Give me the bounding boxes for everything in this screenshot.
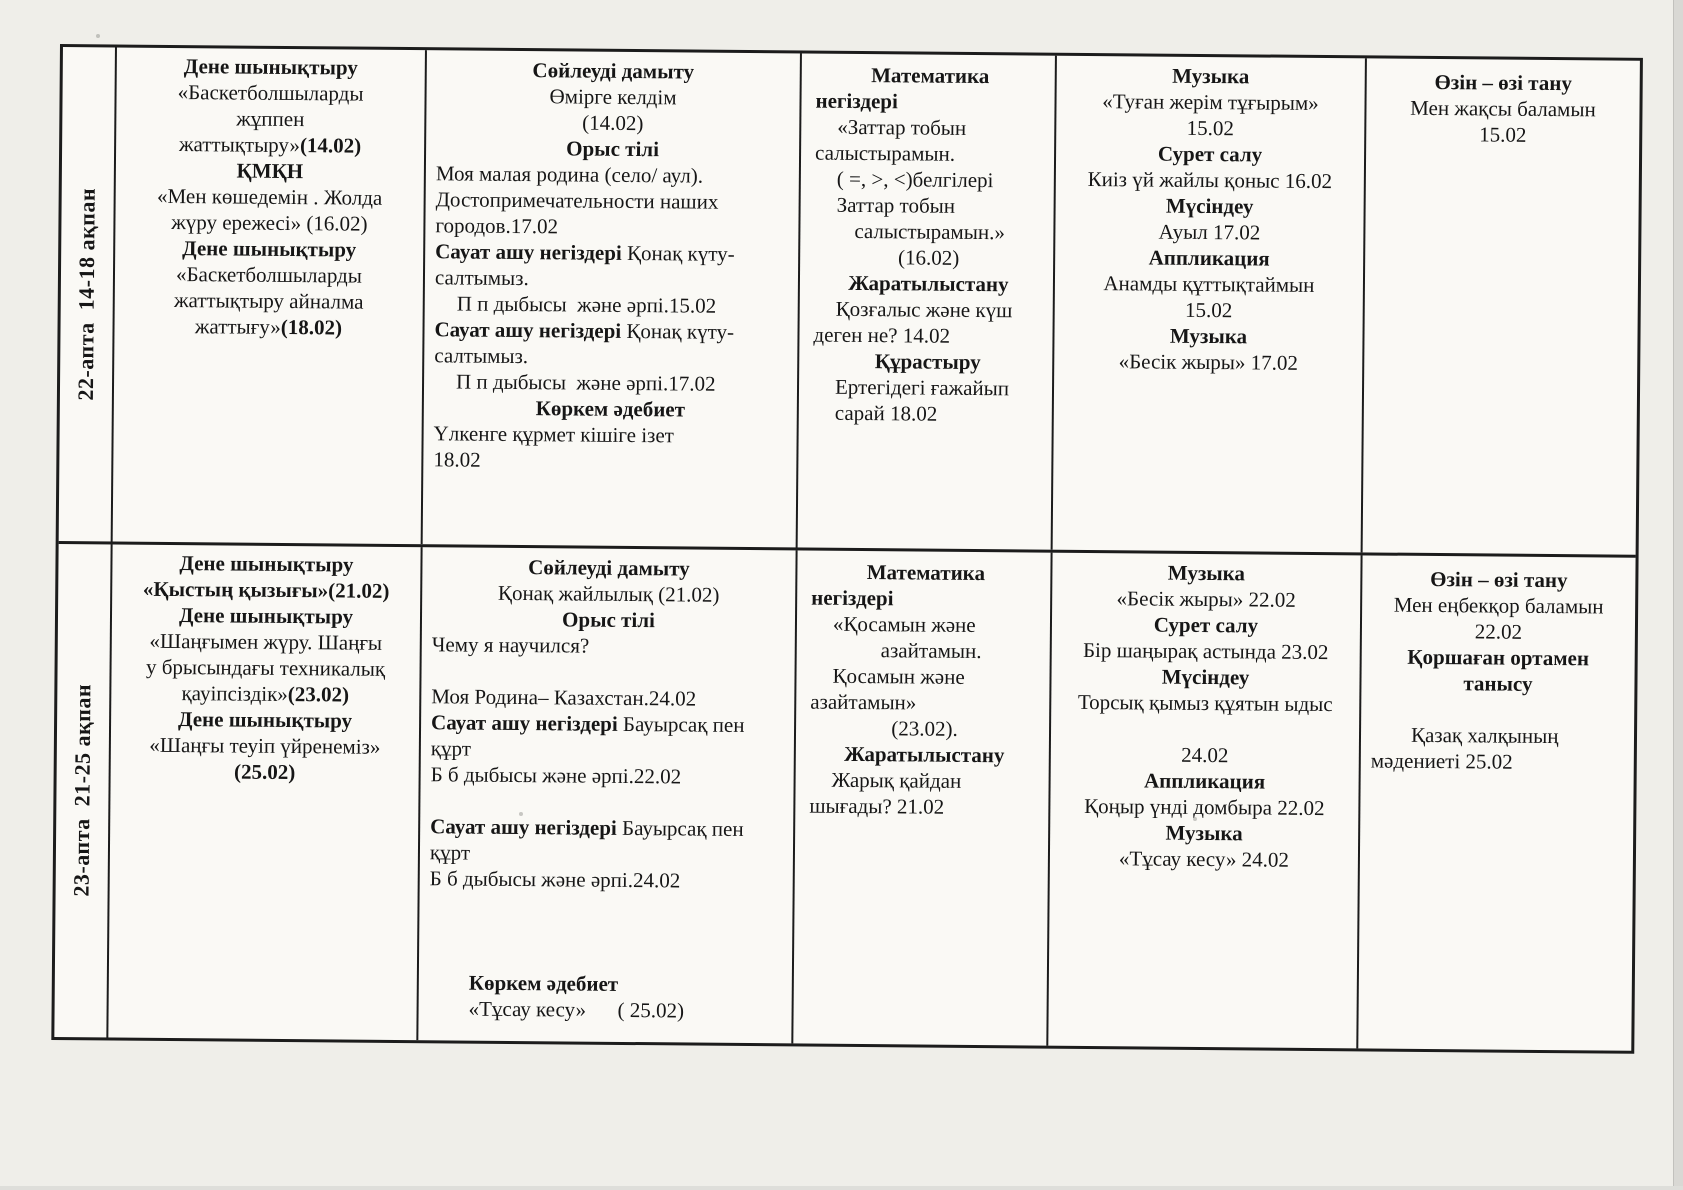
- cell-line: «Баскетболшыларды: [175, 262, 363, 288]
- cell-line: Дене шынықтыру: [178, 602, 354, 629]
- scan-speckle: [1193, 817, 1197, 821]
- cell-line: Мүсіндеу: [1161, 664, 1250, 689]
- schedule-cell: [1363, 58, 1640, 554]
- cell-line: «Мен көшедемін . Жолда: [156, 183, 383, 210]
- cell-line: «Туған жерім тұғырым»: [1102, 89, 1319, 115]
- cell-line: Үлкенге құрмет кішіге ізет: [433, 421, 675, 448]
- cell-line: Дене шынықтыру: [177, 706, 353, 733]
- cell-line: негіздері: [815, 88, 898, 114]
- cell-line: Музыка: [1165, 820, 1243, 845]
- schedule-cell: [108, 544, 422, 1040]
- cell-line: жаттықтыру»(14.02): [178, 132, 362, 158]
- cell-line: Ауыл 17.02: [1158, 219, 1261, 245]
- cell-line: Қосамын және: [832, 663, 965, 689]
- cell-line: Сауат ашу негіздері Бауырсақ пен: [430, 709, 745, 737]
- cell-line: Анамды құттықтаймын: [1103, 271, 1315, 297]
- cell-line: Б б дыбысы және әрпі.22.02: [430, 761, 682, 788]
- cell-line: Музыка: [1167, 560, 1246, 585]
- schedule-cell: [793, 550, 1052, 1046]
- cell-line: Сауат ашу негіздері Қонақ күту-: [434, 317, 735, 344]
- week-label-cell: [54, 544, 112, 1038]
- cell-line: Достопримечательности наших: [435, 187, 719, 214]
- cell-line: Жаратылыстану: [848, 270, 1009, 297]
- cell-line: [431, 657, 784, 686]
- scan-speckle: [96, 34, 100, 38]
- cell-line: Музыка: [1169, 323, 1248, 349]
- cell-line: [429, 917, 782, 946]
- cell-line: [429, 891, 782, 920]
- cell-line: құрт: [430, 735, 472, 761]
- cell-line: Өмірге келдім: [549, 84, 677, 110]
- cell-line: Жаратылыстану: [844, 741, 1005, 767]
- cell-line: городов.17.02: [435, 213, 559, 239]
- week-row: [59, 47, 1640, 557]
- cell-line: ( =, >, <)белгілері: [836, 166, 994, 193]
- cell-line: Өзін – өзі тану: [1434, 69, 1573, 96]
- cell-line: «Тұсау кесу» ( 25.02): [468, 996, 685, 1022]
- cell-line: Өзін – өзі тану: [1430, 566, 1568, 592]
- cell-line: 15.02: [1479, 122, 1527, 147]
- cell-line: салыстырамын.»: [854, 218, 1005, 245]
- schedule-table: [51, 44, 1643, 1054]
- cell-line: Сурет салу: [1157, 141, 1263, 167]
- cell-line: жаттықтыру айналма: [173, 288, 364, 314]
- cell-line: Киіз үй жайлы қоныс 16.02: [1087, 166, 1333, 194]
- cell-line: Аппликация: [1148, 245, 1270, 271]
- cell-line: (25.02): [233, 759, 296, 784]
- cell-line: ҚМҚН: [236, 158, 304, 184]
- schedule-cell: [423, 50, 802, 547]
- cell-line: «Шаңғымен жүру. Шаңғы: [149, 628, 383, 655]
- cell-line: «Баскетболшыларды: [177, 80, 364, 106]
- cell-line: салыстырамын.: [814, 140, 956, 166]
- schedule-cell: [418, 547, 797, 1044]
- cell-line: Заттар тобын: [836, 192, 956, 218]
- cell-line: 18.02: [433, 447, 481, 472]
- cell-line: П п дыбысы және әрпі.17.02: [455, 369, 716, 396]
- cell-line: Қозғалыс және күш: [835, 296, 1013, 323]
- cell-line: П п дыбысы және әрпі.15.02: [456, 291, 717, 318]
- schedule-cell: [1048, 552, 1362, 1048]
- cell-line: Жарық қайдан: [831, 767, 962, 793]
- week-row: [54, 544, 1635, 1051]
- cell-line: Аппликация: [1143, 767, 1266, 794]
- cell-line: «Қосамын және: [832, 611, 976, 637]
- cell-line: азайтамын.: [880, 637, 982, 663]
- cell-line: танысу: [1463, 670, 1533, 696]
- cell-line: Қазақ халқының: [1410, 722, 1559, 748]
- cell-line: Дене шынықтыру: [179, 550, 354, 577]
- cell-line: Орыс тілі: [566, 136, 660, 162]
- cell-line: қауіпсіздік»(23.02): [181, 680, 350, 707]
- cell-line: Орыс тілі: [562, 606, 655, 632]
- cell-line: жүру ережесі» (16.02): [171, 209, 368, 236]
- cell-line: Сауат ашу негіздері Бауырсақ пен: [430, 813, 744, 841]
- cell-line: 15.02: [1184, 297, 1233, 323]
- cell-line: Математика: [871, 63, 990, 89]
- cell-line: Мен жақсы баламын: [1410, 95, 1596, 122]
- week-label: 22-апта 14-18 ақпан: [72, 187, 100, 401]
- cell-line: салтымыз.: [434, 343, 529, 369]
- cell-line: азайтамын»: [810, 689, 917, 714]
- cell-line: салтымыз.: [434, 265, 529, 291]
- schedule-cell: [1053, 56, 1367, 552]
- cell-line: Мүсіндеу: [1165, 193, 1254, 219]
- cell-line: [1057, 714, 1353, 743]
- cell-line: Қоңыр үнді домбыра 22.02: [1084, 793, 1325, 820]
- cell-line: «Бесік жыры» 17.02: [1118, 349, 1298, 375]
- cell-line: негіздері: [811, 585, 894, 610]
- cell-line: мәдениеті 25.02: [1370, 747, 1513, 774]
- cell-line: Көркем әдебиет: [535, 396, 686, 422]
- cell-line: Ертегідегі ғажайып: [834, 374, 1010, 401]
- cell-line: «Заттар тобын: [837, 114, 967, 140]
- cell-line: жұппен: [236, 106, 305, 132]
- week-label: 23-апта 21-25 ақпан: [68, 684, 96, 897]
- cell-line: Музыка: [1172, 63, 1250, 89]
- scan-edge: [0, 1186, 1683, 1190]
- cell-line: (14.02): [582, 110, 644, 136]
- cell-line: Қонақ жайлылық (21.02): [497, 580, 720, 607]
- cell-line: «Бесік жыры» 22.02: [1116, 585, 1296, 612]
- cell-line: Торсық қымыз құятын ыдыс: [1077, 689, 1333, 716]
- cell-line: Көркем әдебиет: [468, 970, 619, 996]
- schedule-cell: [798, 53, 1057, 549]
- scan-edge: [1673, 0, 1683, 1190]
- schedule-cell: [1358, 555, 1635, 1051]
- cell-line: Мен еңбекқор баламын: [1393, 592, 1604, 618]
- cell-line: 15.02: [1186, 115, 1235, 141]
- cell-line: Математика: [866, 559, 986, 585]
- cell-line: «Тұсау кесу» 24.02: [1118, 845, 1290, 872]
- cell-line: деген не? 14.02: [813, 322, 951, 348]
- cell-line: жаттығу»(18.02): [194, 314, 343, 340]
- cell-line: Құрастыру: [874, 349, 981, 375]
- cell-line: [1371, 695, 1624, 723]
- cell-line: Бір шаңырақ астында 23.02: [1082, 637, 1329, 664]
- cell-line: Дене шынықтыру: [182, 236, 357, 262]
- scan-speckle: [519, 812, 523, 816]
- cell-line: Моя малая родина (село/ аул).: [435, 161, 704, 188]
- cell-line: Чему я научился?: [431, 631, 590, 658]
- cell-line: [429, 943, 782, 972]
- cell-line: Б б дыбысы және әрпі.24.02: [429, 865, 681, 892]
- cell-line: у брысындағы техникалық: [145, 654, 386, 681]
- cell-line: Сурет салу: [1153, 612, 1259, 637]
- cell-line: (23.02).: [891, 715, 958, 741]
- cell-line: Сөйлеуді дамыту: [532, 58, 695, 84]
- cell-line: 24.02: [1181, 742, 1229, 767]
- cell-line: «Шаңғы теуіп үйренеміз»: [149, 732, 381, 759]
- cell-line: Қоршаған ортамен: [1407, 644, 1590, 670]
- cell-line: құрт: [429, 839, 471, 865]
- cell-line: «Қыстың қызығы»(21.02): [142, 576, 390, 603]
- cell-line: (16.02): [897, 245, 960, 270]
- cell-line: [430, 787, 783, 816]
- cell-line: сарай 18.02: [834, 400, 938, 426]
- cell-line: Сауат ашу негіздері Қонақ күту-: [435, 239, 735, 266]
- cell-line: шығады? 21.02: [809, 793, 945, 819]
- cell-line: 22.02: [1474, 618, 1523, 644]
- week-label-cell: [59, 47, 117, 541]
- cell-line: Моя Родина– Казахстан.24.02: [431, 683, 697, 711]
- cell-line: Сөйлеуді дамыту: [528, 554, 690, 581]
- cell-line: Дене шынықтыру: [183, 54, 358, 80]
- schedule-cell: [113, 47, 427, 543]
